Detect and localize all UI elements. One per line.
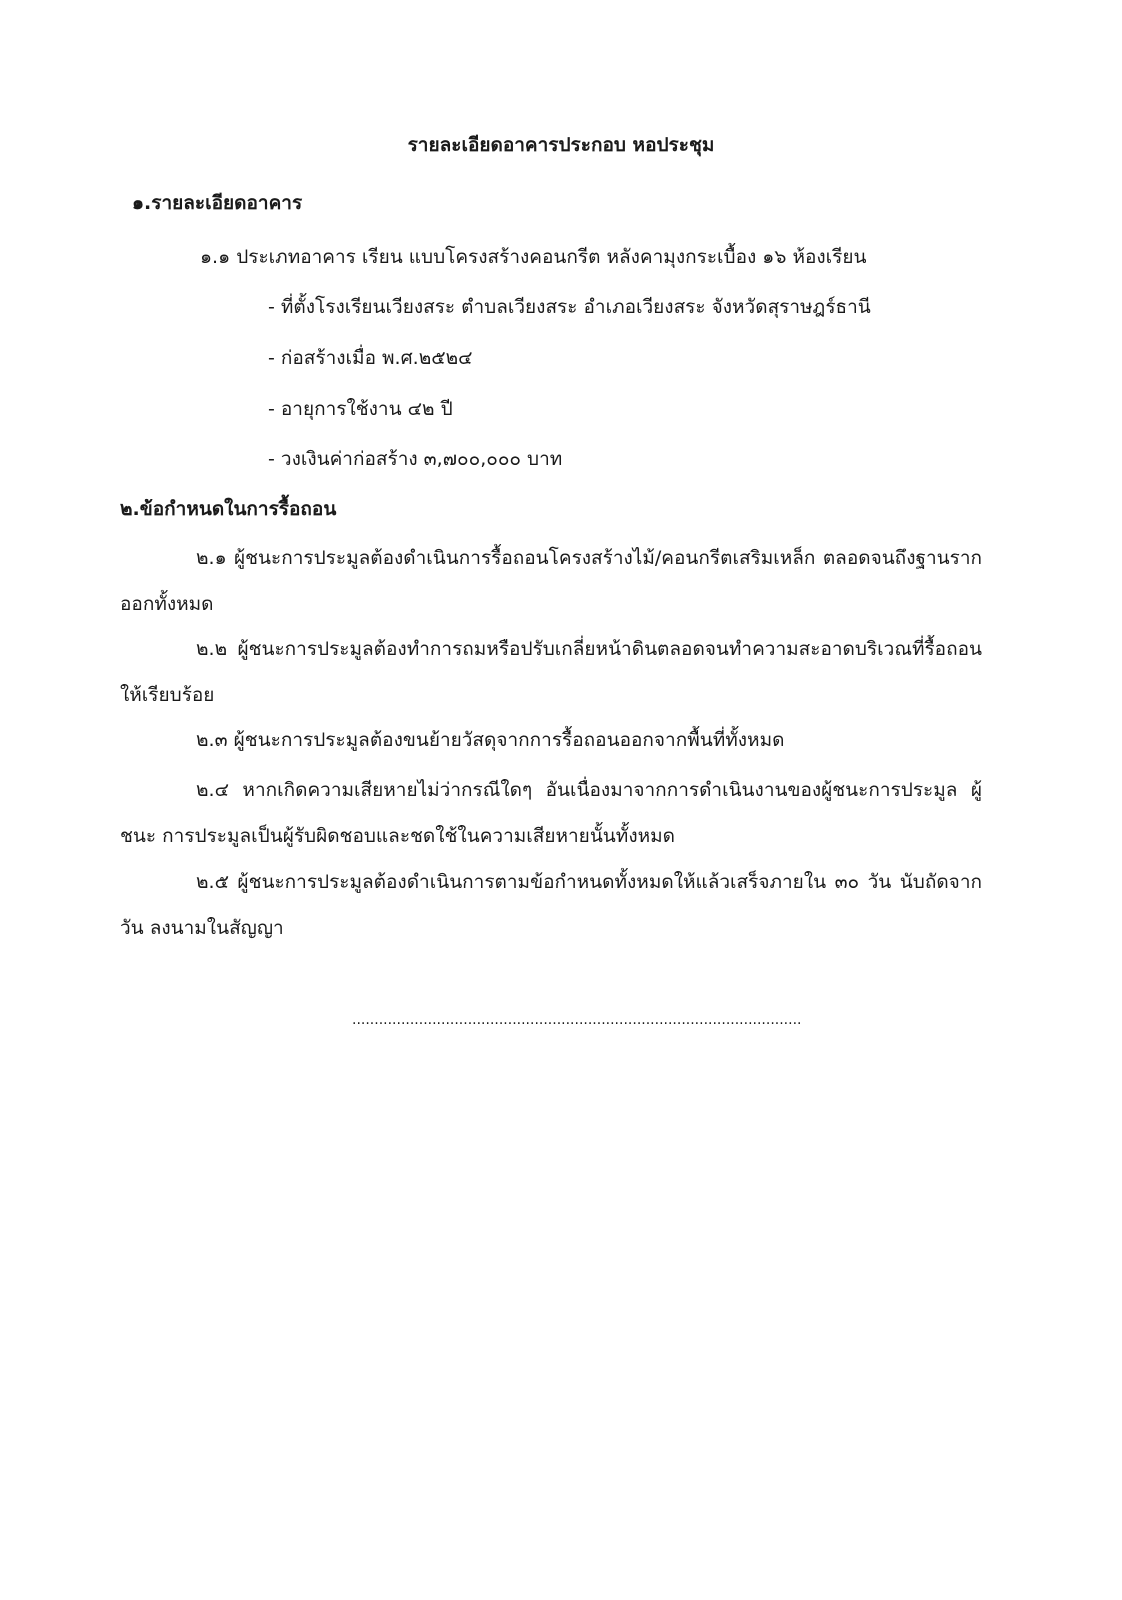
section2-item-3: ๒.๓ ผู้ชนะการประมูลต้องขนย้ายวัสดุจากการรื้อถอนออกจากพื้นที่ทั้งหมด	[196, 729, 785, 751]
section2-item-4: ๒.๔ หากเกิดความเสียหายไม่ว่ากรณีใดๆ อันเนื่องมาจากการดำเนินงานของผู้ชนะการประมูล ผู้ชนะ การประมูลเป็นผู้รับผิดชอบและชดใช้ในความเสียหายนั้นทั้งหมด	[120, 779, 982, 847]
section1-item1: ๑.๑ ประเภทอาคาร เรียน แบบโครงสร้างคอนกรีต หลังคามุงกระเบื้อง ๑๖ ห้องเรียน	[200, 246, 867, 268]
document-title: รายละเอียดอาคารประกอบ หอประชุม	[407, 134, 715, 156]
section1-heading: ๑.รายละเอียดอาคาร	[132, 192, 303, 214]
detail-usage-age: - อายุการใช้งาน ๔๒ ปี	[268, 398, 453, 420]
section2-item-1: ๒.๑ ผู้ชนะการประมูลต้องดำเนินการรื้อถอนโครงสร้างไม้/คอนกรีตเสริมเหล็ก ตลอดจนถึงฐานราก ออกทั้งหมด	[120, 547, 982, 615]
detail-location: - ที่ตั้งโรงเรียนเวียงสระ ตำบลเวียงสระ อำเภอเวียงสระ จังหวัดสุราษฎร์ธานี	[268, 296, 871, 318]
section2-item-5: ๒.๕ ผู้ชนะการประมูลต้องดำเนินการตามข้อกำหนดทั้งหมดให้แล้วเสร็จภายใน ๓๐ วัน นับถัดจากวัน ลงนามในสัญญา	[120, 871, 982, 939]
section2-item-2: ๒.๒ ผู้ชนะการประมูลต้องทำการถมหรือปรับเกลี่ยหน้าดินตลอดจนทำความสะอาดบริเวณที่รื้อถอน ให้เรียบร้อย	[120, 638, 982, 706]
signature-line: .....................................................................................................	[352, 1012, 802, 1028]
section2-heading: ๒.ข้อกำหนดในการรื้อถอน	[120, 498, 337, 520]
detail-built-year: - ก่อสร้างเมื่อ พ.ศ.๒๕๒๔	[268, 347, 473, 369]
detail-budget: - วงเงินค่าก่อสร้าง ๓,๗๐๐,๐๐๐ บาท	[268, 448, 563, 470]
